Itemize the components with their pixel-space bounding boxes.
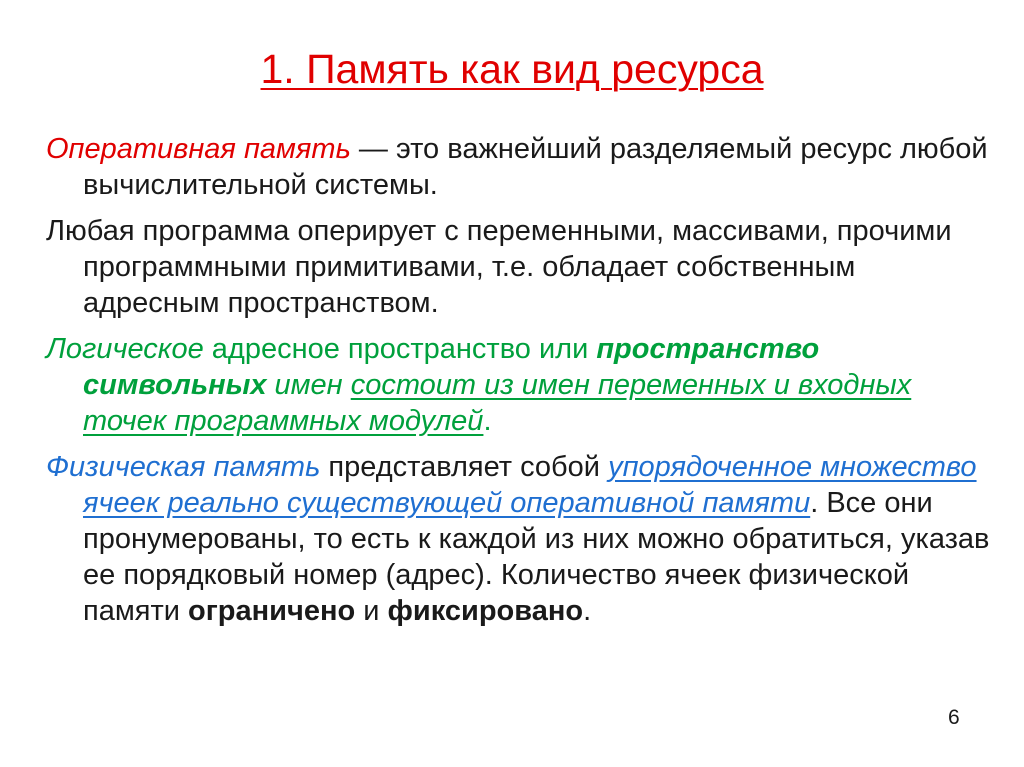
physical-end: .: [583, 595, 592, 627]
logical-end: .: [483, 405, 492, 437]
term-logical: Логическое: [46, 333, 212, 365]
paragraph-ram-definition: [46, 131, 996, 203]
paragraph-physical-memory: [46, 449, 996, 629]
ram-definition-text: — это важнейший разделяемый ресурс любой вычислительной системы.: [83, 133, 988, 201]
paragraph-address-space: [46, 213, 996, 321]
bold-fixed: фиксировано: [387, 595, 584, 627]
logical-underlined-text: состоит из имен переменных и входных точек программных модулей: [83, 369, 912, 437]
physical-mid-text: представляет собой: [320, 451, 609, 483]
slide-body: [46, 131, 996, 639]
physical-underlined-text: упорядоченное множество ячеек реально существующей оперативной памяти: [83, 451, 977, 519]
bold-limited: ограничено: [188, 595, 356, 627]
physical-rest-text: . Все они пронумерованы, то есть к каждой из них можно обратиться, указав ее порядковый номер (адрес). Количество ячеек физической памяти: [83, 487, 990, 627]
term-physical-memory: Физическая память: [46, 451, 321, 483]
term-ram: Оперативная память: [46, 133, 351, 165]
logical-mid-text-2: имен: [266, 369, 351, 401]
term-symbolic-space: пространство символьных: [83, 333, 820, 401]
paragraph-logical-space: [46, 331, 996, 439]
logical-mid-text: адресное пространство или: [211, 333, 597, 365]
slide-title: 1. Память как вид ресурса: [260, 46, 764, 92]
address-space-text: Любая программа оперирует с переменными, массивами, прочими программными примитивами, т.е. обладает собственным адресным пространством.: [46, 215, 952, 319]
physical-and: и: [355, 595, 388, 627]
page-number: 6: [948, 706, 960, 729]
